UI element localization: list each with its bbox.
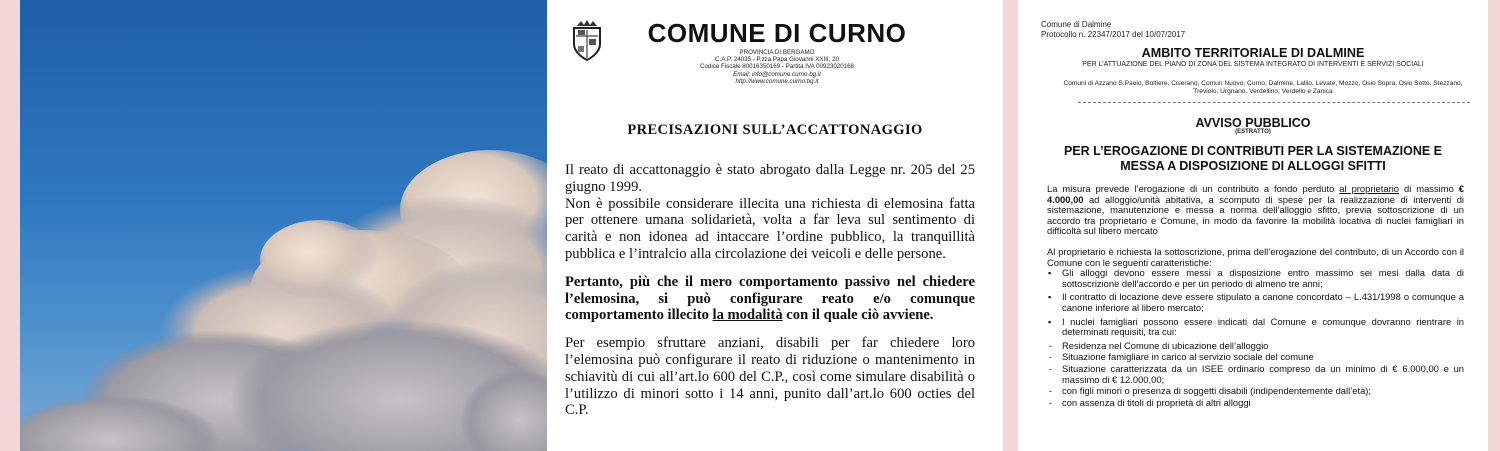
paragraph: Non è possibile considerare illecita una richiesta di elemosina fatta per ottenere umana solidarietà, volta a far leva sul sentimento di carità e non idonea ad intaccare l’ordine pubblico, la tranquillità pubblica e l’intralcio alla circolazione dei veicoli e delle persone. — [565, 195, 975, 262]
dalmine-document — [1018, 0, 1488, 451]
list-item: ▪ I nuclei famigliari possono essere indicati dal Comune e comunque dovranno rientrare in determinati requisiti, tra cui: — [1047, 317, 1464, 338]
document-body — [565, 162, 975, 419]
paragraph — [1047, 184, 1464, 237]
ambito-title: AMBITO TERRITORIALE DI DALMINE — [1141, 46, 1365, 60]
text-span: ad alloggio/unità abitativa, a scomputo di spese per la realizzazione di interventi di sistemazione, manutenzione e messa a norma dell’alloggio sfitto, previa sottoscrizione di un accordo tra proprietario e Comune, in modo da favorire la mobilità locativa di nuclei famigliari in difficoltà sul libero mercato — [1047, 193, 1464, 237]
text-span: con il quale ciò avviene. — [782, 307, 934, 324]
header-line: Comune di Dalmine — [1041, 20, 1112, 29]
underlined-text: al proprietario — [1339, 183, 1399, 194]
address-line: C.A.P. 24035 - P.zza Papa Giovanni XXIII, 20 — [715, 56, 839, 64]
coat-of-arms-icon — [571, 20, 603, 62]
text-span: La misura prevede l’erogazione di un contributo a fondo perduto — [1047, 183, 1340, 194]
list-item: - Situazione famigliare in carico al servizio sociale del comune — [1047, 352, 1464, 363]
header-line: Protocollo n. 22347/2017 del 10/07/2017 — [1041, 29, 1186, 39]
list-item: ▪ Gli alloggi devono essere messi a disposizione entro massimo sei mesi dalla data di sottoscrizione dell’accordo e per un periodo di almeno tre anni; — [1047, 268, 1464, 289]
address-line: Email: info@comune.curno.bg.it — [733, 70, 821, 78]
list-item: - Residenza nel Comune di ubicazione dell’alloggio — [1047, 341, 1464, 352]
list-item: - con assenza di titoli di proprietà di altri alloggi — [1047, 398, 1464, 409]
underlined-text: la modalità — [712, 307, 783, 324]
document-heading: PRECISAZIONI SULL’ACCATTONAGGIO — [627, 122, 923, 138]
curno-document — [547, 0, 1003, 451]
comune-title: COMUNE DI CURNO — [647, 18, 907, 48]
smoke-photo — [20, 0, 547, 451]
avviso-body — [1047, 184, 1464, 409]
amount-text: € 4.000,00 — [1047, 183, 1464, 205]
smoke-cloud-image — [20, 0, 547, 451]
list-item: - con figli minori o presenza di soggetti disabili (indipendentemente dall’età); — [1047, 386, 1464, 397]
list-item: ▪ Il contratto di locazione deve essere stipulato a canone concordato – L.431/1998 o comunque a canone inferiore al libero mercato; — [1047, 292, 1464, 313]
requisites-list — [1047, 341, 1464, 409]
text-span: di massimo — [1399, 183, 1459, 194]
address-line: http://www.comune.curno.bg.it — [735, 77, 819, 85]
address-line: PROVINCIA DI BERGAMO — [739, 49, 815, 56]
protocol-header — [1041, 20, 1185, 39]
paragraph-bold — [565, 274, 975, 324]
paragraph: Per esempio sfruttare anziani, disabili per far chiedere loro l’elemosina può configurare il reato di riduzione o mantenimento in schiavitù di cui all’art.lo 600 del C.P., così come simulare disabilità o l’utilizzo di minori sotto i 14 anni, punito dall’art.lo 600 octies del C.P. — [565, 335, 975, 419]
address-line: Codice Fiscale 80016350169 - Partita IVA 00923020168 — [700, 63, 854, 71]
comuni-list: Comuni di Azzano S.Paolo, Boltiere, Ciserano, Comun Nuovo, Curno, Dalmine, Lallio, Levate, Mozzo, Osio Sopra, Osio Sotto, Stezzano, Treviolo, Urgnano, Verdellino, Verdello e Zanica — [1063, 80, 1463, 95]
estratto-label: (ESTRATTO) — [1235, 129, 1271, 135]
avviso-heading: PER L’EROGAZIONE DI CONTRIBUTI PER LA SISTEMAZIONE E MESSA A DISPOSIZIONE DI ALLOGGI SFITTI — [1063, 144, 1443, 173]
divider — [1078, 102, 1470, 103]
paragraph: Al proprietario è richiesta la sottoscrizione, prima dell’erogazione del contributo, di un Accordo con il Comune con le seguenti caratteristiche: — [1047, 245, 1464, 268]
paragraph: Il reato di accattonaggio è stato abrogato dalla Legge nr. 205 del 25 giugno 1999. — [565, 162, 975, 195]
list-item: - Situazione caratterizzata da un ISEE ordinario compreso da un minimo di € 6.000,00 e un massimo di € 12.000,00; — [1047, 364, 1464, 385]
requirements-list — [1047, 268, 1464, 338]
avviso-title: AVVISO PUBBLICO — [1195, 116, 1311, 130]
ambito-subtitle: PER L’ATTUAZIONE DEL PIANO DI ZONA DEL SISTEMA INTEGRATO DI INTERVENTI E SERVIZI SOCIALI — [1082, 61, 1424, 68]
text-span: Pertanto, più che il mero comportamento passivo nel chiedere l’elemosina, si può configurare reato e/o comunque comportamento illecito — [565, 273, 975, 324]
comune-address — [637, 49, 917, 85]
